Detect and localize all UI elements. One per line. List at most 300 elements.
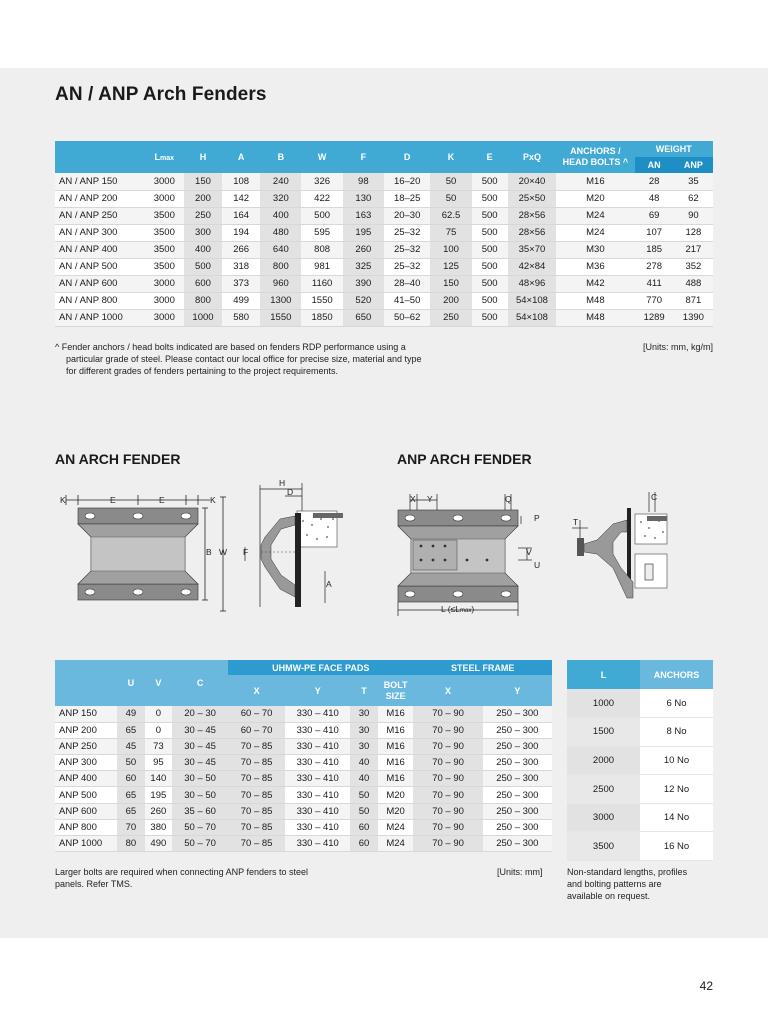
label-h: H [279,478,286,488]
header-steel-frame: STEEL FRAME [413,660,552,675]
table-cell: 300 [184,224,222,241]
table-cell: 520 [343,292,384,309]
table-cell: M24 [378,819,414,835]
table-row [55,787,552,803]
table-cell: ANP 300 [55,755,117,771]
table-cell: 50 [117,755,144,771]
table-cell: 330 – 410 [285,803,350,819]
table-cell: 500 [472,292,508,309]
bolt-note: Larger bolts are required when connecting ANP fenders to steel panels. Refer TMS. [55,867,308,889]
table-cell: 240 [260,173,301,190]
table-cell: 318 [222,258,260,275]
table-cell: AN / ANP 400 [55,241,145,258]
table-cell: M20 [378,787,414,803]
table-cell: 3000 [145,309,184,326]
table-cell: 35 [674,173,713,190]
header-c: C [172,660,228,706]
table-cell: 200 [184,190,222,207]
table-row [567,718,713,747]
table-cell: 3500 [145,207,184,224]
table-cell: 18–25 [384,190,430,207]
table-cell: M48 [556,292,634,309]
table-row [55,190,713,207]
table-cell: M42 [556,275,634,292]
table-cell: 70 – 85 [228,836,285,852]
table-cell: 770 [635,292,674,309]
table-cell: AN / ANP 250 [55,207,145,224]
anp-dimensions-table [55,660,552,852]
label-k-right: K [210,495,216,505]
table-cell: 195 [145,787,172,803]
table-cell: AN / ANP 1000 [55,309,145,326]
table-cell: 50 [350,787,377,803]
table-cell: 163 [343,207,384,224]
table-cell: 30 [350,722,377,738]
table-cell: 250 – 300 [483,722,552,738]
table-cell: 150 [430,275,471,292]
table-cell: AN / ANP 150 [55,173,145,190]
table-cell: M24 [556,207,634,224]
table-cell: 380 [145,819,172,835]
table-cell: 499 [222,292,260,309]
table-cell: 70 – 90 [413,706,482,722]
table-cell: 600 [184,275,222,292]
table-cell: 320 [260,190,301,207]
table-cell: 0 [145,706,172,722]
table-cell: 500 [472,258,508,275]
table-cell: 325 [343,258,384,275]
table-cell: 50–62 [384,309,430,326]
table-cell: ANP 600 [55,803,117,819]
table-cell: 42×84 [508,258,556,275]
table-cell: 69 [635,207,674,224]
table-cell: ANP 800 [55,819,117,835]
table-cell: 10 No [640,746,713,775]
table-cell: 45 [117,738,144,754]
table-cell: 130 [343,190,384,207]
table-cell: 28–40 [384,275,430,292]
table-cell: AN / ANP 200 [55,190,145,207]
table-cell: 650 [343,309,384,326]
table-cell: 1850 [301,309,342,326]
table-cell: 20×40 [508,173,556,190]
table-cell: 48×96 [508,275,556,292]
table-cell: 3500 [145,241,184,258]
table-cell: 1289 [635,309,674,326]
header-k: K [430,141,471,173]
table-cell: 500 [472,241,508,258]
table-cell: 250 – 300 [483,771,552,787]
page-title: AN / ANP Arch Fenders [55,84,267,105]
table-cell: 70 – 85 [228,738,285,754]
table-cell: 326 [301,173,342,190]
table-cell: AN / ANP 600 [55,275,145,292]
table-cell: M16 [556,173,634,190]
table-cell: M16 [378,771,414,787]
table-cell: 390 [343,275,384,292]
table-cell: 50 [350,803,377,819]
table-cell: 0 [145,722,172,738]
header-pxq: PxQ [508,141,556,173]
label-x: X [410,494,416,504]
table-cell: 28×56 [508,224,556,241]
table-cell: 14 No [640,803,713,832]
table-cell: 1390 [674,309,713,326]
table-cell: 150 [184,173,222,190]
table-cell: 41–50 [384,292,430,309]
table-cell: 500 [472,275,508,292]
table-row [55,706,552,722]
header-model [55,141,145,173]
table-cell: ANP 150 [55,706,117,722]
page-number: 42 [699,979,713,993]
table-cell: 330 – 410 [285,819,350,835]
table-cell: 70 – 85 [228,755,285,771]
table-cell: 250 – 300 [483,755,552,771]
table-cell: M20 [378,803,414,819]
table-cell: 70 – 90 [413,771,482,787]
header-weight-anp: ANP [674,157,713,173]
label-v: V [526,547,532,557]
table-cell: 422 [301,190,342,207]
table-cell: 2500 [567,775,640,804]
table-cell: 125 [430,258,471,275]
table-row [55,755,552,771]
header-pad-t: T [350,675,377,706]
table-row [55,722,552,738]
table-cell: 3000 [145,292,184,309]
table-cell: 500 [472,309,508,326]
table-cell: AN / ANP 300 [55,224,145,241]
table-cell: 260 [343,241,384,258]
table-cell: M30 [556,241,634,258]
header-model [55,660,117,706]
table-cell: 278 [635,258,674,275]
label-w: W [219,547,228,557]
table-cell: 490 [145,836,172,852]
table-cell: 1300 [260,292,301,309]
table-cell: 1500 [567,718,640,747]
table-cell: 1550 [301,292,342,309]
footnote-anchors: ^ Fender anchors / head bolts indicated are based on fenders RDP performance using a particular grade of steel. Please contact our local office for precise size, material and type for different grades of fenders pertaining to the project requirements. [55,342,422,376]
table-row [55,738,552,754]
table-cell: 250 – 300 [483,738,552,754]
table-cell: M16 [378,706,414,722]
table-cell: M20 [556,190,634,207]
header-weight-an: AN [635,157,674,173]
table-cell: 30 – 45 [172,755,228,771]
table-cell: 25–32 [384,224,430,241]
header-e: E [472,141,508,173]
anp-arch-fender-title: ANP ARCH FENDER [397,451,532,467]
table-row [55,173,713,190]
table-cell: 70 [117,819,144,835]
table-row [55,292,713,309]
table-cell: 1000 [184,309,222,326]
table-cell: 30 – 45 [172,722,228,738]
table-cell: 250 [430,309,471,326]
table-cell: 373 [222,275,260,292]
table-cell: 28 [635,173,674,190]
table-cell: 50 [430,173,471,190]
header-frame-y: Y [483,675,552,706]
label-e-right: E [159,495,165,505]
label-c: C [651,492,658,502]
table-cell: 595 [301,224,342,241]
table-cell: 1550 [260,309,301,326]
table-row [567,746,713,775]
table-cell: 30 – 50 [172,787,228,803]
table-cell: ANP 250 [55,738,117,754]
table-cell: 488 [674,275,713,292]
table-cell: 60 [350,819,377,835]
table-cell: 50 – 70 [172,819,228,835]
table-cell: 871 [674,292,713,309]
table-cell: 185 [635,241,674,258]
table-cell: 400 [184,241,222,258]
table-cell: 800 [184,292,222,309]
table-row [55,819,552,835]
nonstandard-note: Non-standard lengths, profiles and bolting patterns are available on request. [567,867,688,901]
table-cell: 164 [222,207,260,224]
label-a: A [326,579,332,589]
table-cell: 62 [674,190,713,207]
table-cell: 54×108 [508,292,556,309]
table-row [55,224,713,241]
table-cell: 40 [350,771,377,787]
table-cell: 330 – 410 [285,836,350,852]
label-l: L (≤Lmax) [441,604,475,614]
table-cell: M24 [378,836,414,852]
table-cell: 108 [222,173,260,190]
table-cell: 3500 [145,224,184,241]
header-u: U [117,660,144,706]
table-row [567,803,713,832]
table-cell: 70 – 90 [413,836,482,852]
table-cell: 48 [635,190,674,207]
table-cell: 98 [343,173,384,190]
table-row [55,771,552,787]
table-cell: 266 [222,241,260,258]
table-cell: 60 – 70 [228,706,285,722]
table-cell: 500 [472,173,508,190]
table-cell: 128 [674,224,713,241]
label-d: D [287,487,294,497]
table-cell: AN / ANP 500 [55,258,145,275]
table-cell: 28×56 [508,207,556,224]
table-cell: 330 – 410 [285,755,350,771]
header-pad-x: X [228,675,285,706]
table-cell: 330 – 410 [285,738,350,754]
table-row [55,258,713,275]
table-cell: 50 [430,190,471,207]
table-cell: 480 [260,224,301,241]
table-cell: 20–30 [384,207,430,224]
table-cell: 49 [117,706,144,722]
label-k-left: K [60,495,66,505]
an-arch-fender-title: AN ARCH FENDER [55,451,181,467]
table-cell: 54×108 [508,309,556,326]
table-cell: 960 [260,275,301,292]
table-cell: 30 [350,706,377,722]
table-cell: 30 [350,738,377,754]
table-cell: 90 [674,207,713,224]
table-cell: 6 No [640,689,713,718]
table-row [55,309,713,326]
table-cell: 25–32 [384,241,430,258]
table-cell: 3000 [145,190,184,207]
table-cell: ANP 200 [55,722,117,738]
table-cell: 260 [145,803,172,819]
table-cell: 500 [472,224,508,241]
table-cell: 70 – 85 [228,771,285,787]
table-cell: 200 [430,292,471,309]
label-y: Y [427,494,433,504]
table-cell: AN / ANP 800 [55,292,145,309]
an-arch-fender-diagram [55,475,355,615]
header-h: H [184,141,222,173]
table-cell: 250 – 300 [483,836,552,852]
table-cell: M24 [556,224,634,241]
table-cell: ANP 400 [55,771,117,787]
table-cell: 16–20 [384,173,430,190]
table-cell: 25–32 [384,258,430,275]
header-frame-x: X [413,675,482,706]
label-p: P [534,513,540,523]
header-w: W [301,141,342,173]
table-cell: 400 [260,207,301,224]
table-row [55,275,713,292]
table-cell: ANP 1000 [55,836,117,852]
table-cell: 352 [674,258,713,275]
table-cell: 217 [674,241,713,258]
table-cell: 70 – 90 [413,722,482,738]
table-cell: 35×70 [508,241,556,258]
table-cell: 580 [222,309,260,326]
table-cell: 60 [117,771,144,787]
table-cell: 3000 [567,803,640,832]
table-cell: 2000 [567,746,640,775]
table-cell: 60 – 70 [228,722,285,738]
label-u: U [534,560,541,570]
label-f: F [243,547,249,557]
table-cell: 100 [430,241,471,258]
table-cell: 250 – 300 [483,803,552,819]
table-cell: 640 [260,241,301,258]
table-cell: 330 – 410 [285,722,350,738]
table-cell: M16 [378,738,414,754]
anchors-table [567,660,713,861]
table-cell: 330 – 410 [285,787,350,803]
table-cell: 330 – 410 [285,706,350,722]
table-cell: 500 [472,190,508,207]
table-row [567,689,713,718]
table-cell: 62.5 [430,207,471,224]
fender-dimensions-table [55,141,713,327]
table-cell: 75 [430,224,471,241]
table-row [55,803,552,819]
table-cell: 25×50 [508,190,556,207]
table-cell: 20 – 30 [172,706,228,722]
table-cell: 70 – 90 [413,755,482,771]
table-cell: 142 [222,190,260,207]
table-cell: 80 [117,836,144,852]
header-bolt-size: BOLT SIZE [378,675,414,706]
table-cell: 3000 [145,275,184,292]
units-label: [Units: mm, kg/m] [642,342,713,352]
label-b: B [206,547,212,557]
table-cell: 800 [260,258,301,275]
table-cell: 500 [184,258,222,275]
table-cell: 3500 [567,832,640,861]
table-cell: 808 [301,241,342,258]
table-cell: 250 [184,207,222,224]
table-cell: 107 [635,224,674,241]
table-cell: 194 [222,224,260,241]
table-cell: 250 – 300 [483,706,552,722]
table-cell: 3000 [145,173,184,190]
table-cell: 60 [350,836,377,852]
table-cell: 500 [301,207,342,224]
header-pad-y: Y [285,675,350,706]
table-cell: 70 – 85 [228,803,285,819]
table-cell: 40 [350,755,377,771]
table-cell: 12 No [640,775,713,804]
table-cell: 65 [117,722,144,738]
table-cell: 65 [117,803,144,819]
table-cell: 8 No [640,718,713,747]
header-lmax: Lmax [145,141,184,173]
header-face-pads: UHMW-PE FACE PADS [228,660,413,675]
table-cell: 140 [145,771,172,787]
table-cell: 70 – 90 [413,819,482,835]
table-cell: M36 [556,258,634,275]
table-cell: 500 [472,207,508,224]
table-cell: 30 – 50 [172,771,228,787]
table-cell: 1000 [567,689,640,718]
anp-arch-fender-diagram [397,488,697,623]
table-cell: 330 – 410 [285,771,350,787]
units-label-2: [Units: mm] [497,867,543,877]
table-cell: 16 No [640,832,713,861]
table-cell: 250 – 300 [483,787,552,803]
table-cell: 70 – 90 [413,803,482,819]
header-weight: WEIGHT [635,141,713,157]
table-cell: 35 – 60 [172,803,228,819]
header-v: V [145,660,172,706]
header-l: L [567,660,640,689]
label-e-left: E [110,495,116,505]
header-d: D [384,141,430,173]
table-cell: 70 – 85 [228,787,285,803]
table-cell: 70 – 90 [413,738,482,754]
table-row [567,775,713,804]
header-anchors: ANCHORS [640,660,713,689]
table-cell: 411 [635,275,674,292]
table-cell: 70 – 85 [228,819,285,835]
label-q: Q [505,494,512,504]
table-cell: 981 [301,258,342,275]
table-cell: ANP 500 [55,787,117,803]
header-b: B [260,141,301,173]
table-cell: M16 [378,722,414,738]
table-cell: M16 [378,755,414,771]
header-a: A [222,141,260,173]
table-cell: 50 – 70 [172,836,228,852]
table-row [55,836,552,852]
table-row [567,832,713,861]
table-cell: 65 [117,787,144,803]
